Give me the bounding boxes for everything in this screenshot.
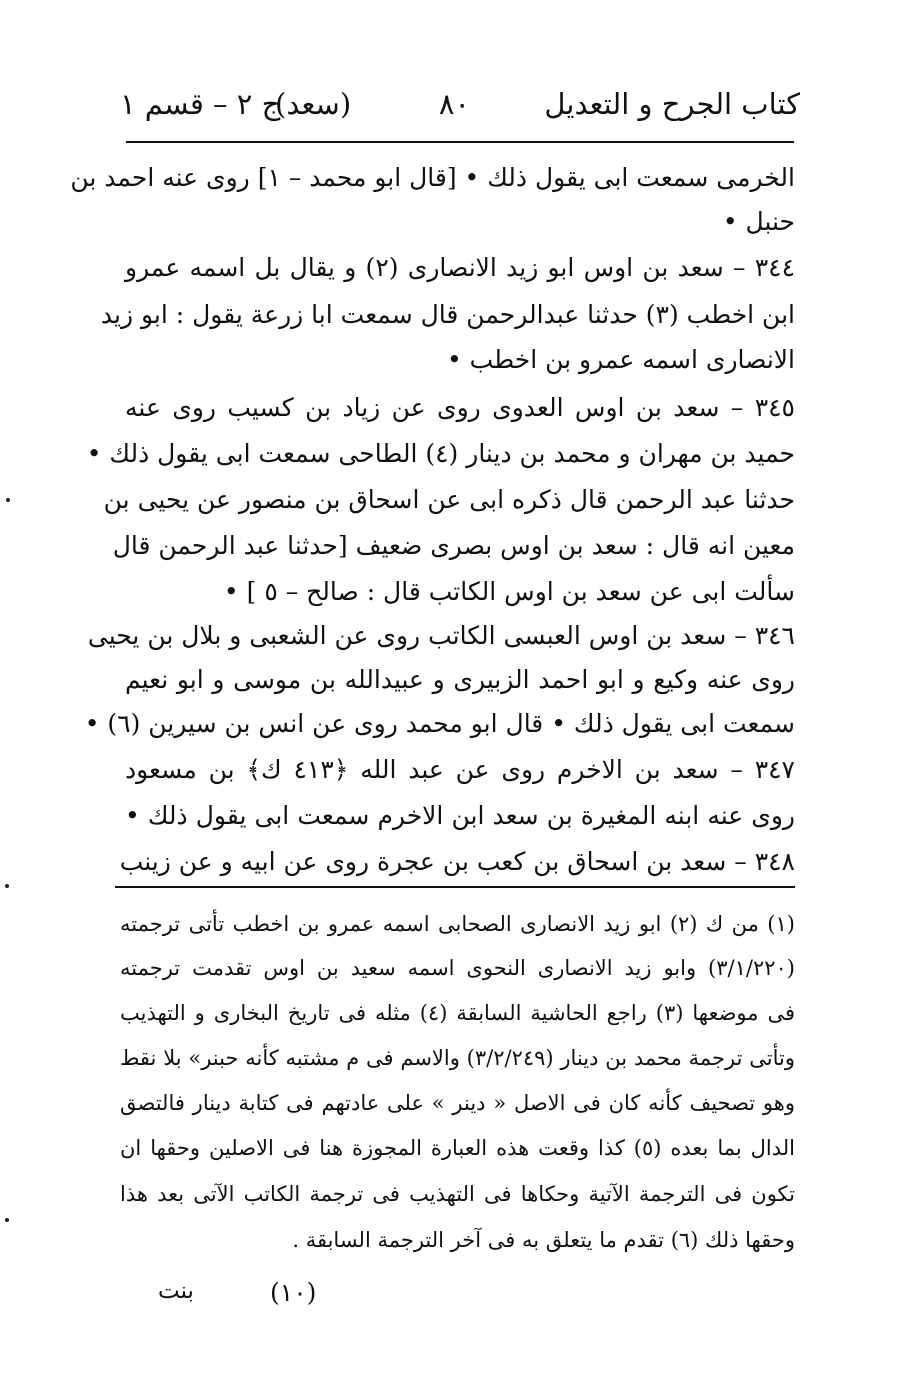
footnote-rule [115,886,795,888]
text-line: روى عنه وكيع و ابو احمد الزبيرى و عبيدالله بن موسى و ابو نعيم [125,665,795,694]
scan-speck [6,498,10,502]
book-title: كتاب الجرح و التعديل [544,87,800,121]
text-line: سمعت ابى يقول ذلك • قال ابو محمد روى عن انس بن سيرين (٦) • [84,709,795,738]
page-number: ٨٠ [438,87,470,121]
text-line: حميد بن مهران و محمد بن دينار (٤) الطاحى سمعت ابى يقول ذلك • [86,439,795,468]
footnote-line: وهو تصحيف كأنه كان فى الاصل « دينر » على عادتهم فى كتابة دينار فالتصق [120,1091,795,1115]
footnote-line: (٣/١/٢٢٠) وابو زيد الانصارى النحوى اسمه سعيد بن اوس تقدمت ترجمته [120,956,795,980]
footnote-line: (١) من ك (٢) ابو زيد الانصارى الصحابى اسمه عمرو بن اخطب تأتى ترجمته [120,912,795,936]
section-name: (سعد) [275,87,352,121]
signature-mark: (١٠) [270,1278,317,1307]
catchword: بنت [158,1278,194,1304]
text-line: حنبل • [722,207,795,236]
footnote-line: الدال بما بعده (٥) كذا وقعت هذه العبارة المجوزة هنا فى الاصلين وحقها ان [120,1136,795,1160]
running-header [120,82,800,132]
text-line: حدثنا عبد الرحمن قال ذكره ابى عن اسحاق بن منصور عن يحيى بن [103,485,795,514]
text-line: الخرمى سمعت ابى يقول ذلك • [قال ابو محمد – ١] روى عنه احمد بن [70,163,795,192]
scan-speck [5,1218,9,1222]
footnote-line: تكون فى الترجمة الآتية وحكاها فى التهذيب فى ترجمة الكاتب الآتى بعد هذا [120,1182,795,1206]
entry-348: ٣٤٨ – سعد بن اسحاق بن كعب بن عجرة روى عن ابيه و عن زينب [119,847,795,876]
text-line: الانصارى اسمه عمرو بن اخطب • [446,345,795,374]
entry-347: ٣٤٧ – سعد بن الاخرم روى عن عبد الله ﴿٤١٣ ك﴾ بن مسعود [125,755,795,784]
footnote-line: وتأتى ترجمة محمد بن دينار (٣/٢/٢٤٩) والاسم فى م مشتبه كأنه حبنر» بلا نقط [120,1046,795,1070]
entry-344: ٣٤٤ – سعد بن اوس ابو زيد الانصارى (٢) و يقال بل اسمه عمرو [125,253,796,282]
text-line: روى عنه ابنه المغيرة بن سعد ابن الاخرم سمعت ابى يقول ذلك • [125,801,795,830]
footnote-line: وحقها ذلك (٦) تقدم ما يتعلق به فى آخر الترجمة السابقة . [292,1228,795,1252]
text-line: معين انه قال : سعد بن اوس بصرى ضعيف [حدثنا عبد الرحمن قال [112,531,795,560]
header-rule [126,141,794,143]
text-line: سألت ابى عن سعد بن اوس الكاتب قال : صالح – ٥ ] • [223,577,795,606]
volume-part: ج ٢ – قسم ١ [120,87,281,121]
text-line: ابن اخطب (٣) حدثنا عبدالرحمن قال سمعت ابا زرعة يقول : ابو زيد [100,300,795,329]
footnote-line: فى موضعها (٣) راجع الحاشية السابقة (٤) مثله فى تاريخ البخارى و التهذيب [120,1001,795,1025]
entry-345: ٣٤٥ – سعد بن اوس العدوى روى عن زياد بن كسيب روى عنه [125,393,795,422]
scan-speck [5,884,9,888]
entry-346: ٣٤٦ – سعد بن اوس العبسى الكاتب روى عن الشعبى و بلال بن يحيى [87,621,795,650]
